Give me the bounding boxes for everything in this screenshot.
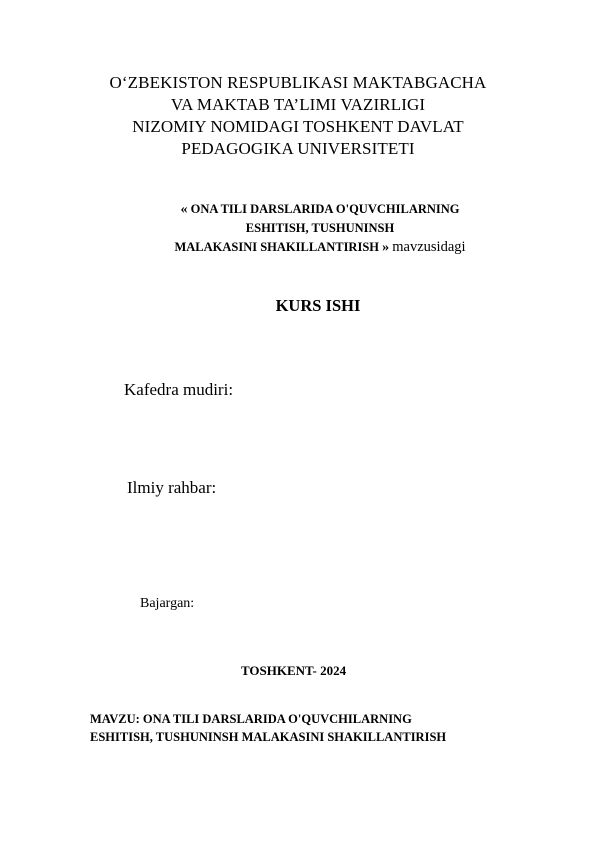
header-line-2: VA MAKTAB TA’LIMI VAZIRLIGI [170, 95, 426, 114]
topic-open-quote: « [180, 202, 188, 217]
topic-text-2: ESHITISH, TUSHUNINSH [245, 221, 395, 235]
mavzu-line-1: MAVZU: ONA TILI DARSLARIDA O'QUVCHILARNING [90, 712, 412, 726]
topic-line-1 [130, 200, 510, 219]
kafedra-label: Kafedra mudiri: [124, 380, 234, 399]
topic-close-quote: » [382, 240, 390, 255]
city-year: TOSHKENT- 2024 [241, 663, 347, 678]
topic-line-3 [130, 238, 510, 257]
mavzu-block [90, 710, 510, 746]
header-line-4: PEDAGOGIKA UNIVERSITETI [181, 139, 415, 158]
topic-block [130, 200, 510, 257]
bajargan-label: Bajargan: [140, 596, 195, 611]
rahbar-label: Ilmiy rahbar: [127, 478, 217, 497]
topic-text-1: ONA TILI DARSLARIDA O'QUVCHILARNING [190, 202, 460, 216]
topic-suffix: mavzusidagi [392, 239, 466, 255]
mavzu-line-2: ESHITISH, TUSHUNINSH MALAKASINI SHAKILLANTIRISH [90, 730, 447, 744]
document-title: KURS ISHI [275, 296, 361, 315]
topic-text-3: MALAKASINI SHAKILLANTIRISH [174, 240, 379, 254]
ministry-header [0, 72, 596, 160]
header-line-1: O‘ZBEKISTON RESPUBLIKASI MAKTABGACHA [109, 73, 487, 92]
header-line-3: NIZOMIY NOMIDAGI TOSHKENT DAVLAT [132, 117, 464, 136]
